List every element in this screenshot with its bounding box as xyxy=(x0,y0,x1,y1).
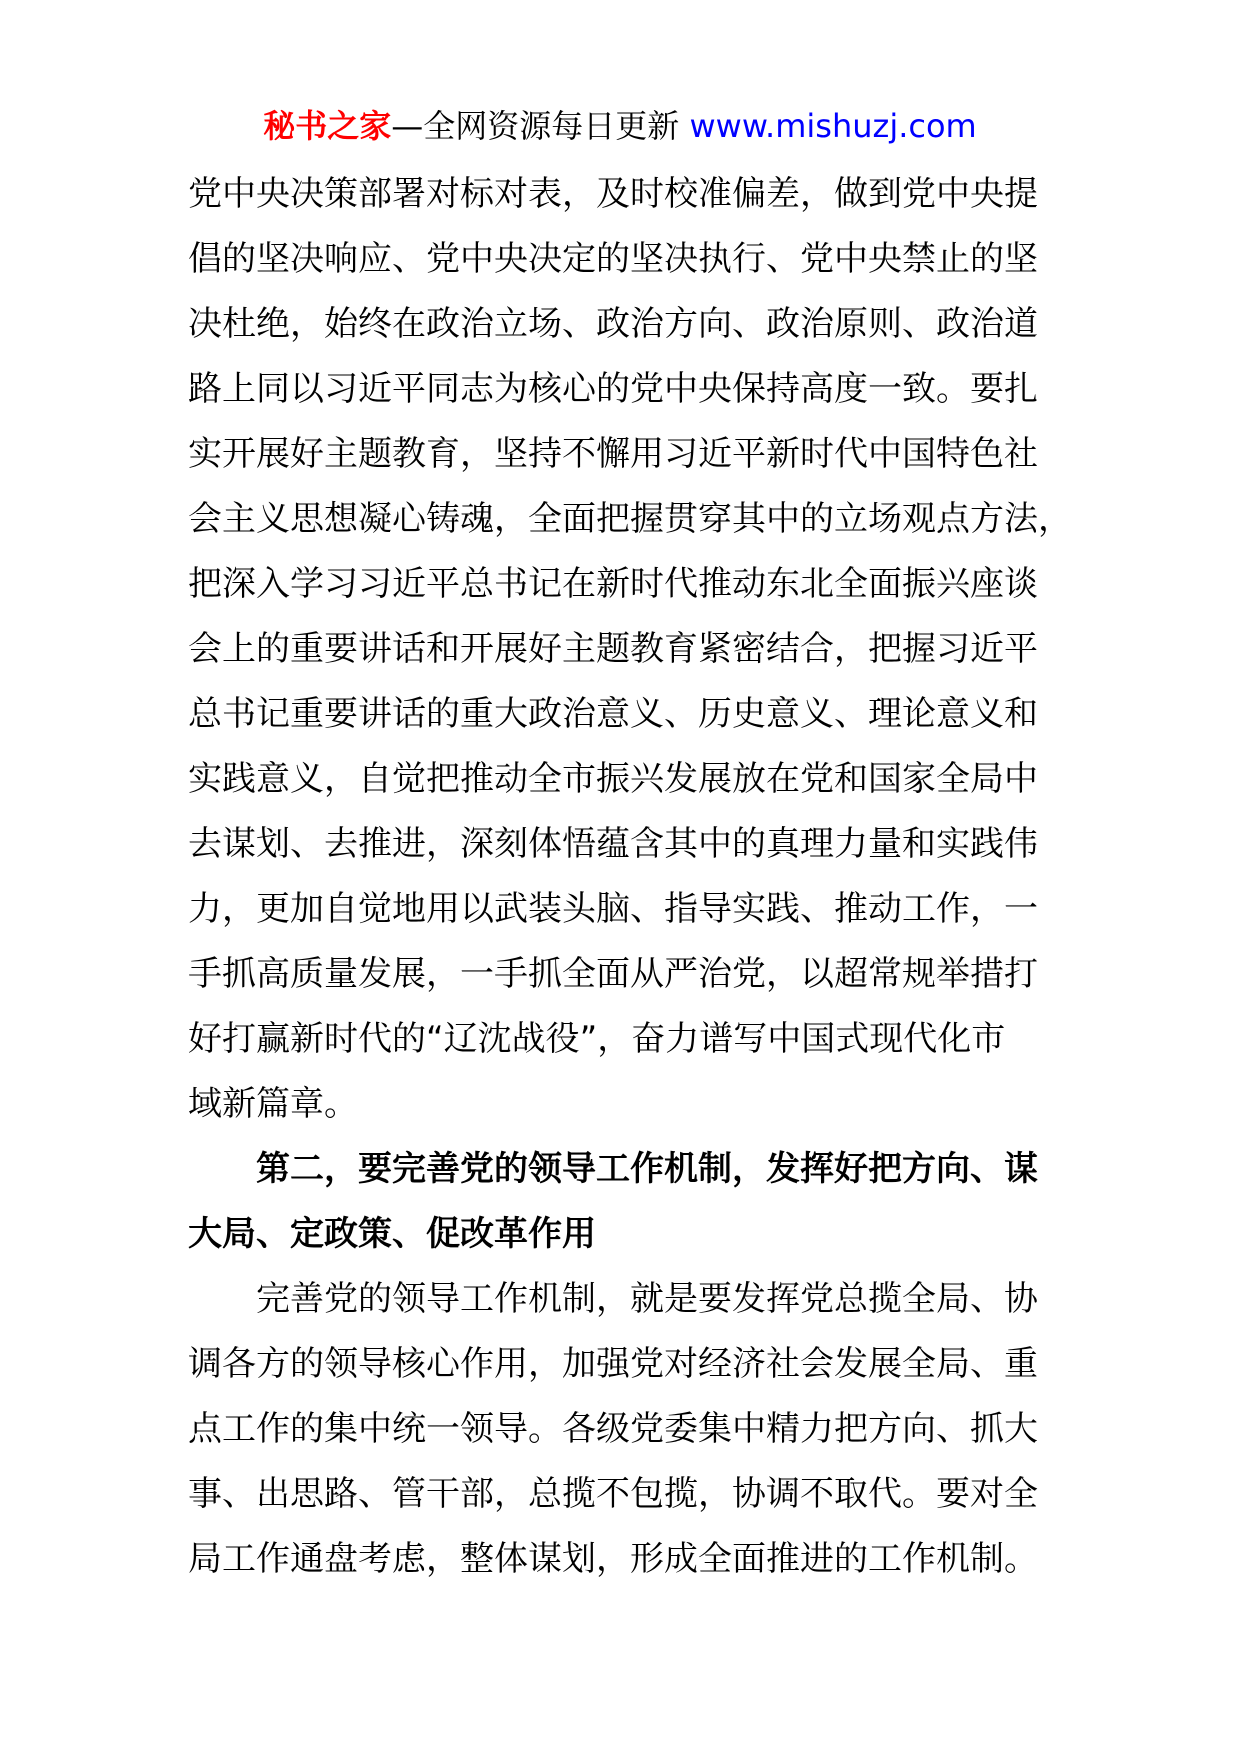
paragraph-line: 路上同以习近平同志为核心的党中央保持高度一致。要扎 xyxy=(188,369,1038,409)
paragraph-line: 好打赢新时代的“辽沈战役”，奋力谱写中国式现代化市 xyxy=(188,1019,1006,1059)
paragraph-line: 点工作的集中统一领导。各级党委集中精力把方向、抓大 xyxy=(188,1409,1038,1449)
paragraph-line: 域新篇章。 xyxy=(188,1084,358,1124)
document-body xyxy=(188,162,1072,1592)
paragraph-line: 实开展好主题教育，坚持不懈用习近平新时代中国特色社 xyxy=(188,434,1038,474)
paragraph-line: 去谋划、去推进，深刻体悟蕴含其中的真理力量和实践伟 xyxy=(188,824,1038,864)
paragraph-line: 完善党的领导工作机制，就是要发挥党总揽全局、协 xyxy=(256,1279,1038,1319)
paragraph-line: 会上的重要讲话和开展好主题教育紧密结合，把握习近平 xyxy=(188,629,1038,669)
paragraph-line: 局工作通盘考虑，整体谋划，形成全面推进的工作机制。 xyxy=(188,1539,1038,1579)
paragraph-line: 决杜绝，始终在政治立场、政治方向、政治原则、政治道 xyxy=(188,304,1038,344)
paragraph-line: 实践意义，自觉把推动全市振兴发展放在党和国家全局中 xyxy=(188,759,1038,799)
brand-name: 秘书之家 xyxy=(263,107,392,145)
paragraph-line: 力，更加自觉地用以武装头脑、指导实践、推动工作，一 xyxy=(188,889,1038,929)
paragraph-line: 把深入学习习近平总书记在新时代推动东北全面振兴座谈 xyxy=(188,564,1038,604)
paragraph-line: 会主义思想凝心铸魂，全面把握贯穿其中的立场观点方法， xyxy=(188,499,1072,539)
site-header xyxy=(0,104,1240,148)
paragraph-line: 党中央决策部署对标对表，及时校准偏差，做到党中央提 xyxy=(188,174,1038,214)
paragraph-line: 总书记重要讲话的重大政治意义、历史意义、理论意义和 xyxy=(188,694,1038,734)
site-url-link[interactable]: www.mishuzj.com xyxy=(689,107,977,145)
paragraph-line: 事、出思路、管干部，总揽不包揽，协调不取代。要对全 xyxy=(188,1474,1038,1514)
paragraph-line: 手抓高质量发展，一手抓全面从严治党，以超常规举措打 xyxy=(188,954,1038,994)
section-heading-line: 大局、定政策、促改革作用 xyxy=(188,1214,596,1254)
paragraph-line: 倡的坚决响应、党中央决定的坚决执行、党中央禁止的坚 xyxy=(188,239,1038,279)
header-tagline: —全网资源每日更新 xyxy=(391,107,690,145)
paragraph-line: 调各方的领导核心作用，加强党对经济社会发展全局、重 xyxy=(188,1344,1038,1384)
section-heading-line: 第二，要完善党的领导工作机制，发挥好把方向、谋 xyxy=(256,1149,1038,1189)
